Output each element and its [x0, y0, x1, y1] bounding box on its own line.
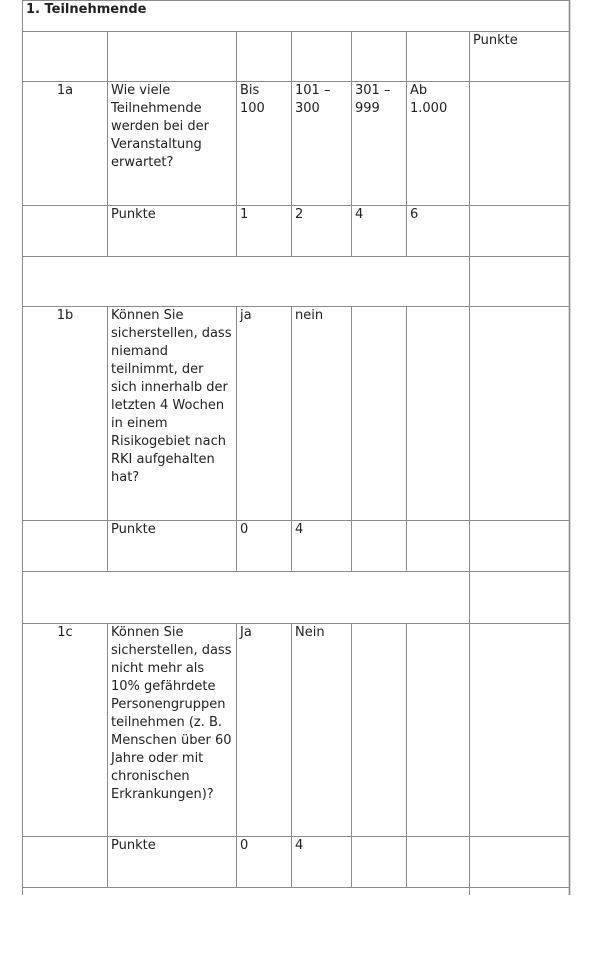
- option-cell: 101 – 300: [292, 82, 352, 206]
- option-cell: Ab 1.000: [407, 82, 470, 206]
- option-cell: [352, 307, 407, 521]
- empty-cell: [470, 206, 570, 257]
- option-cell: [407, 307, 470, 521]
- points-value: 6: [407, 206, 470, 257]
- section-row: [23, 1, 570, 32]
- spacer-row: [23, 257, 570, 307]
- points-value: [352, 521, 407, 572]
- header-cell: [237, 32, 292, 82]
- option-cell: Nein: [292, 624, 352, 837]
- header-row: [23, 32, 570, 82]
- option-cell: 301 – 999: [352, 82, 407, 206]
- points-value: [407, 837, 470, 888]
- points-value: 0: [237, 837, 292, 888]
- points-row-1c: [23, 837, 570, 888]
- points-label: Punkte: [108, 206, 237, 257]
- next-row-partial: [23, 888, 570, 896]
- points-value: 4: [352, 206, 407, 257]
- points-value: 4: [292, 837, 352, 888]
- option-cell: [352, 624, 407, 837]
- header-cell: [352, 32, 407, 82]
- empty-cell: [470, 837, 570, 888]
- spacer-row: [23, 572, 570, 624]
- option-cell: Bis 100: [237, 82, 292, 206]
- points-label: Punkte: [108, 837, 237, 888]
- question-row-1a: [23, 82, 570, 206]
- header-cell: [407, 32, 470, 82]
- option-cell: Ja: [237, 624, 292, 837]
- points-label: Punkte: [108, 521, 237, 572]
- points-value: 4: [292, 521, 352, 572]
- points-value: 0: [237, 521, 292, 572]
- question-id: 1c: [23, 624, 108, 837]
- points-row-1a: [23, 206, 570, 257]
- empty-cell: [23, 521, 108, 572]
- empty-cell: [23, 206, 108, 257]
- empty-cell: [470, 624, 570, 837]
- option-cell: nein: [292, 307, 352, 521]
- section-title: 1. Teilnehmende: [23, 1, 570, 32]
- points-value: 1: [237, 206, 292, 257]
- question-text: Wie viele Teilnehmende werden bei der Veranstaltung erwartet?: [108, 82, 237, 206]
- question-id: 1a: [23, 82, 108, 206]
- empty-cell: [470, 82, 570, 206]
- spacer-cell: [23, 257, 470, 307]
- header-cell: [292, 32, 352, 82]
- spacer-cell: [23, 888, 470, 896]
- question-text: Können Sie sicherstellen, dass niemand teilnimmt, der sich innerhalb der letzten 4 Wochen in einem Risikogebiet nach RKI aufgehalten hat?: [108, 307, 237, 521]
- question-row-1c: [23, 624, 570, 837]
- empty-cell: [470, 572, 570, 624]
- header-cell: [23, 32, 108, 82]
- empty-cell: [470, 888, 570, 896]
- question-row-1b: [23, 307, 570, 521]
- empty-cell: [470, 521, 570, 572]
- header-cell: [108, 32, 237, 82]
- points-value: [407, 521, 470, 572]
- question-text: Können Sie sicherstellen, dass nicht mehr als 10% gefährdete Personengruppen teilnehmen (z. B. Menschen über 60 Jahre oder mit chronischen Erkrankungen)?: [108, 624, 237, 837]
- option-cell: ja: [237, 307, 292, 521]
- points-value: [352, 837, 407, 888]
- points-value: 2: [292, 206, 352, 257]
- empty-cell: [470, 307, 570, 521]
- scoring-table: [22, 0, 570, 895]
- points-row-1b: [23, 521, 570, 572]
- empty-cell: [23, 837, 108, 888]
- option-cell: [407, 624, 470, 837]
- question-id: 1b: [23, 307, 108, 521]
- header-points-label: Punkte: [470, 32, 570, 82]
- empty-cell: [470, 257, 570, 307]
- spacer-cell: [23, 572, 470, 624]
